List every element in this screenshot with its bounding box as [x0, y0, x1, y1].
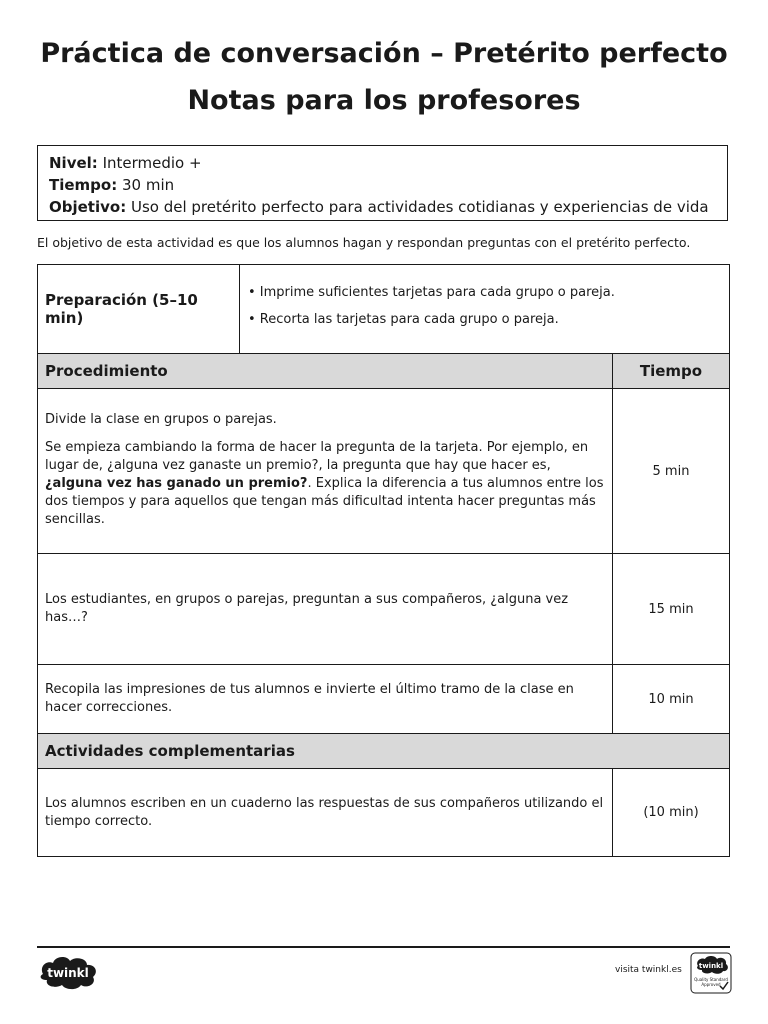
badge-logo-text: twinkl [698, 962, 724, 970]
table-row [38, 554, 729, 665]
time-cell: 5 min [652, 463, 690, 479]
step-text-part: Se empieza cambiando la forma de hacer la pregunta de la tarjeta. Por ejemplo, en lugar de, ¿alguna vez ganaste un premio?, la pregunta que hay que hacer es, [45, 440, 589, 473]
tiempo-line [49, 174, 716, 196]
footer-divider [37, 946, 730, 948]
objetivo-line [49, 196, 716, 218]
tiempo-label: Tiempo: [49, 176, 118, 194]
step-cell: Los estudiantes, en grupos o parejas, preguntan a sus compañeros, ¿alguna vez has…? [38, 554, 613, 664]
time-header: Tiempo [639, 362, 703, 380]
step-text [45, 439, 605, 529]
nivel-label: Nivel: [49, 154, 98, 172]
info-box [37, 145, 728, 221]
step-cell: Recopila las impresiones de tus alumnos e invierte el último tramo de la clase en hacer correcciones. [38, 665, 613, 733]
twinkl-logo [37, 952, 99, 992]
preparation-item: • Imprime suficientes tarjetas para cada grupo o pareja. [248, 285, 615, 300]
objetivo-value: Uso del pretérito perfecto para actividades cotidianas y experiencias de vida [126, 198, 709, 216]
footer-url[interactable]: visita twinkl.es [615, 965, 682, 975]
preparation-list [240, 265, 615, 353]
step-text: Divide la clase en grupos o parejas. [45, 412, 277, 427]
time-cell: (10 min) [643, 805, 699, 820]
step-cell: Los alumnos escriben en un cuaderno las respuestas de sus compañeros utilizando el tiempo correcto. [38, 769, 613, 856]
preparation-table [37, 264, 730, 353]
quality-badge [690, 952, 732, 994]
preparation-item: • Recorta las tarjetas para cada grupo o pareja. [248, 312, 559, 327]
table-row [38, 769, 729, 856]
badge-text-2: Approved [701, 982, 721, 987]
procedure-table [37, 353, 730, 857]
badge-text-1: Quality Standard [694, 977, 728, 982]
page-subtitle: Notas para los profesores [187, 85, 581, 116]
procedure-header: Procedimiento [38, 354, 613, 388]
step-text-part: . Explica la diferencia a tus alumnos entre los dos tiempos y para aquellos que tengan más dificultad intenta hacer preguntas más sencillas. [45, 476, 604, 527]
table-row [38, 389, 729, 554]
nivel-value: Intermedio + [97, 154, 202, 172]
logo-text: twinkl [47, 966, 89, 980]
nivel-line [49, 152, 716, 174]
objetivo-label: Objetivo: [49, 198, 127, 216]
table-row [38, 665, 729, 734]
extra-activities-header: Actividades complementarias [38, 734, 729, 769]
example-question: ¿alguna vez has ganado un premio? [45, 476, 308, 491]
preparation-label: Preparación (5–10 min) [38, 265, 240, 353]
page-title: Práctica de conversación – Pretérito perfecto [40, 38, 728, 69]
procedure-header-row [38, 354, 729, 389]
step-cell [38, 389, 613, 553]
time-cell: 10 min [648, 691, 694, 707]
time-cell: 15 min [648, 601, 694, 617]
tiempo-value: 30 min [117, 176, 175, 194]
intro-text: El objetivo de esta actividad es que los alumnos hagan y respondan preguntas con el pretérito perfecto. [37, 235, 691, 250]
